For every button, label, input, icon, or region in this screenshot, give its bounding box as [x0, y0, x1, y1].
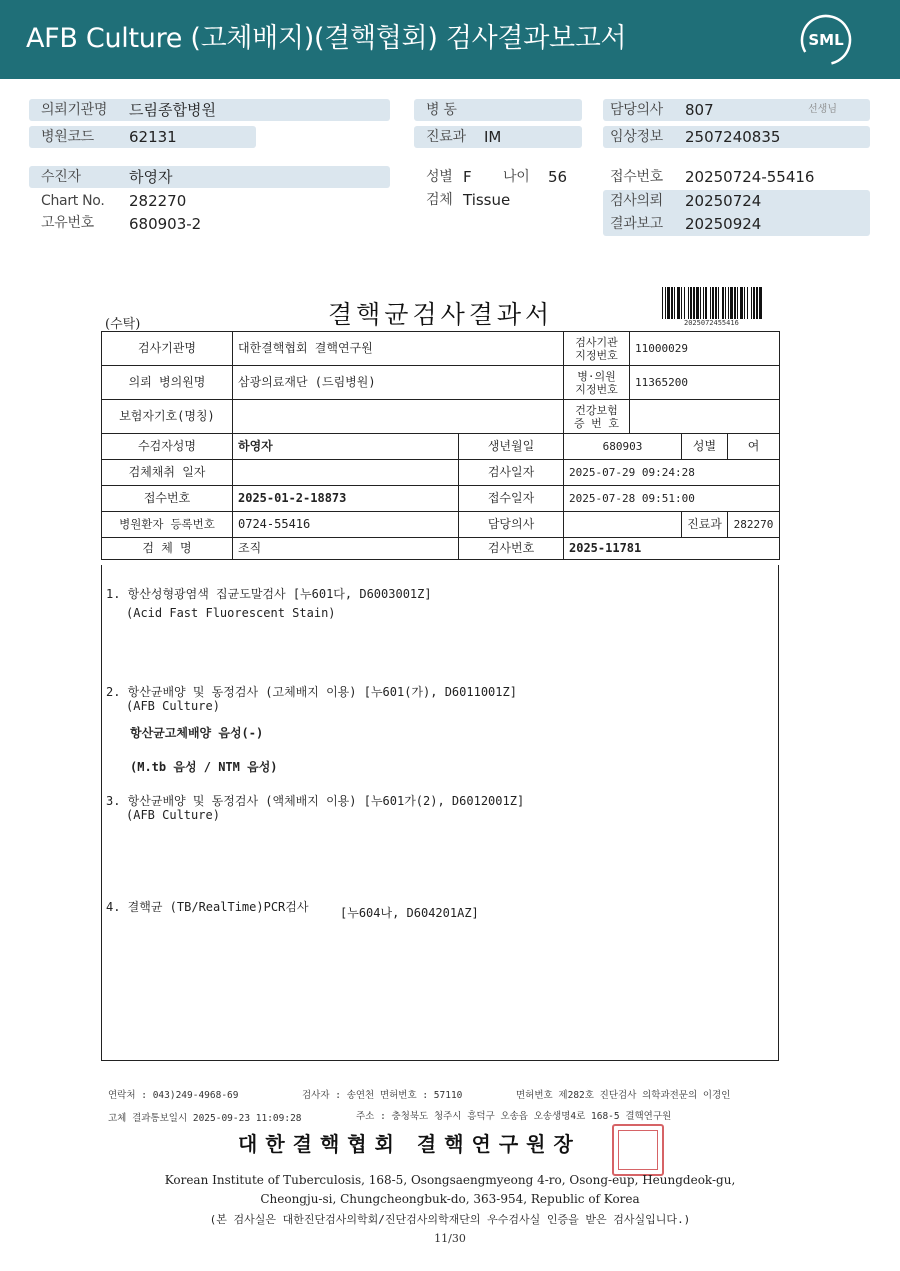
item-2-english: (AFB Culture) [126, 699, 220, 713]
examinee-value: 하영자 [233, 434, 459, 460]
clinical-value: 2507240835 [685, 128, 781, 146]
lab-id-label: 검사기관 지정번호 [564, 332, 630, 366]
recv-date-value: 2025-07-28 09:51:00 [564, 486, 780, 512]
tb-report-body [101, 565, 779, 1061]
recv-date-label: 접수일자 [459, 486, 564, 512]
page-number: 11/30 [434, 1232, 466, 1245]
examinee-label: 수검자성명 [102, 434, 233, 460]
item-2-result: 항산균고체배양 음성(-) [130, 726, 264, 740]
barcode-number: 2025072455416 [684, 319, 739, 327]
doctor-label: 담당의사 [610, 102, 663, 118]
institution-value: 드림종합병원 [129, 101, 216, 119]
dob-value: 680903 [564, 434, 682, 460]
accession-label: 접수번호 [102, 486, 233, 512]
specimen-name-value: 조직 [233, 538, 459, 560]
collect-date-value [233, 460, 459, 486]
report-header [0, 0, 900, 79]
receipt-label: 접수번호 [610, 169, 663, 185]
hospital-code-label: 병원코드 [41, 129, 94, 145]
dept-value: IM [484, 128, 502, 146]
sex-label: 성별 [426, 169, 453, 185]
dept-label: 진료과 [426, 129, 466, 145]
footer-examiner: 검사자 : 송연천 면허번호 : 57110 [302, 1090, 463, 1101]
item-3-english: (AFB Culture) [126, 808, 220, 822]
doctor-cell-label: 담당의사 [459, 512, 564, 538]
specimen-value: Tissue [463, 191, 511, 209]
footer-certification-note: (본 검사실은 대한진단검사의학회/진단검사의학재단의 우수검사실 인증을 받은 검사실입니다.) [209, 1213, 691, 1226]
doctor-cell-value [564, 512, 682, 538]
doctor-suffix: 선생님 [808, 104, 837, 115]
footer-english-address-1: Korean Institute of Tuberculosis, 168-5, Osongsaengmyeong 4-ro, Osong-eup, Heungdeok-gu, [164, 1173, 736, 1187]
specimen-label: 검체 [426, 192, 453, 208]
report-title: AFB Culture (고체배지)(결핵협회) 검사결과보고서 [26, 23, 627, 54]
item-4: 4. 결핵균 (TB/RealTime)PCR검사 [106, 900, 309, 914]
registration-value: 0724-55416 [233, 512, 459, 538]
ward-label: 병 동 [426, 102, 457, 118]
test-date-value: 2025-07-29 09:24:28 [564, 460, 780, 486]
health-no-value [630, 400, 780, 434]
registration-label: 병원환자 등록번호 [102, 512, 233, 538]
footer-english-address-2: Cheongju-si, Chungcheongbuk-do, 363-954, Republic of Korea [260, 1192, 640, 1206]
logo-text: SML [808, 31, 844, 49]
tb-report-title: 결핵균검사결과서 [328, 300, 554, 329]
insurer-label: 보험자기호(명칭) [102, 400, 233, 434]
footer-report-time: 고체 결과통보일시 2025-09-23 11:09:28 [108, 1113, 302, 1124]
footer-license: 면허번호 제282호 진단검사 의학과전문의 이경인 [516, 1090, 731, 1101]
patient-bar [29, 166, 390, 188]
test-no-label: 검사번호 [459, 538, 564, 560]
item-2-result-detail: (M.tb 음성 / NTM 음성) [130, 760, 278, 774]
item-1: 1. 항산성형광염색 집균도말검사 [누601다, D6003001Z] [106, 587, 432, 601]
accession-value: 2025-01-2-18873 [233, 486, 459, 512]
report-value: 20250924 [685, 215, 762, 233]
dob-label: 생년월일 [459, 434, 564, 460]
footer-contact: 연락처 : 043)249-4968-69 [108, 1090, 239, 1101]
item-2: 2. 항산균배양 및 동정검사 (고체배지 이용) [누601(가), D6011001Z] [106, 685, 517, 699]
request-label: 검사의뢰 [610, 193, 663, 209]
request-value: 20250724 [685, 192, 762, 210]
lab-id-value: 11000029 [630, 332, 780, 366]
footer-organization: 대한결핵협회 결핵연구원장 [238, 1132, 581, 1156]
health-no-label: 건강보험 증 번 호 [564, 400, 630, 434]
age-label: 나이 [503, 169, 530, 185]
sex-cell-label: 성별 [682, 434, 728, 460]
test-date-label: 검사일자 [459, 460, 564, 486]
requester-label: 의뢰 병의원명 [102, 366, 233, 400]
unique-value: 680903-2 [129, 215, 202, 233]
specimen-name-label: 검 체 명 [102, 538, 233, 560]
tb-report-table [101, 331, 780, 560]
requester-id-value: 11365200 [630, 366, 780, 400]
patient-label: 수진자 [41, 169, 81, 185]
official-seal-icon [612, 1124, 664, 1176]
footer-address: 주소 : 충청북도 청주시 흥덕구 오송읍 오송생명4로 168-5 결핵연구원 [356, 1111, 672, 1122]
sex-cell-value: 여 [728, 434, 780, 460]
sex-value: F [463, 168, 472, 186]
age-value: 56 [548, 168, 568, 186]
item-3: 3. 항산균배양 및 동정검사 (액체배지 이용) [누601가(2), D6012001Z] [106, 794, 525, 808]
report-label: 결과보고 [610, 216, 663, 232]
chart-value: 282270 [129, 192, 187, 210]
requester-id-label: 병·의원 지정번호 [564, 366, 630, 400]
barcode-icon [662, 287, 764, 319]
lab-name-label: 검사기관명 [102, 332, 233, 366]
institution-label: 의뢰기관명 [41, 102, 108, 118]
item-4-code: [누604나, D604201AZ] [340, 906, 479, 920]
copy-mark: (수탁) [105, 317, 141, 332]
receipt-value: 20250724-55416 [685, 168, 815, 186]
lab-name-value: 대한결핵협회 결핵연구원 [233, 332, 564, 366]
item-1-english: (Acid Fast Fluorescent Stain) [126, 606, 336, 620]
unique-label: 고유번호 [41, 215, 94, 231]
chart-label: Chart No. [41, 193, 105, 209]
insurer-value [233, 400, 564, 434]
dept-cell-label: 진료과 [682, 512, 728, 538]
patient-value: 하영자 [129, 168, 173, 186]
clinical-label: 임상정보 [610, 129, 663, 145]
test-no-value: 2025-11781 [564, 538, 780, 560]
collect-date-label: 검체채취 일자 [102, 460, 233, 486]
hospital-code-value: 62131 [129, 128, 177, 146]
sml-logo-icon [800, 14, 852, 66]
requester-value: 삼광의료재단 (드림병원) [233, 366, 564, 400]
doctor-value: 807 [685, 101, 714, 119]
dept-cell-value: 282270 [728, 512, 780, 538]
